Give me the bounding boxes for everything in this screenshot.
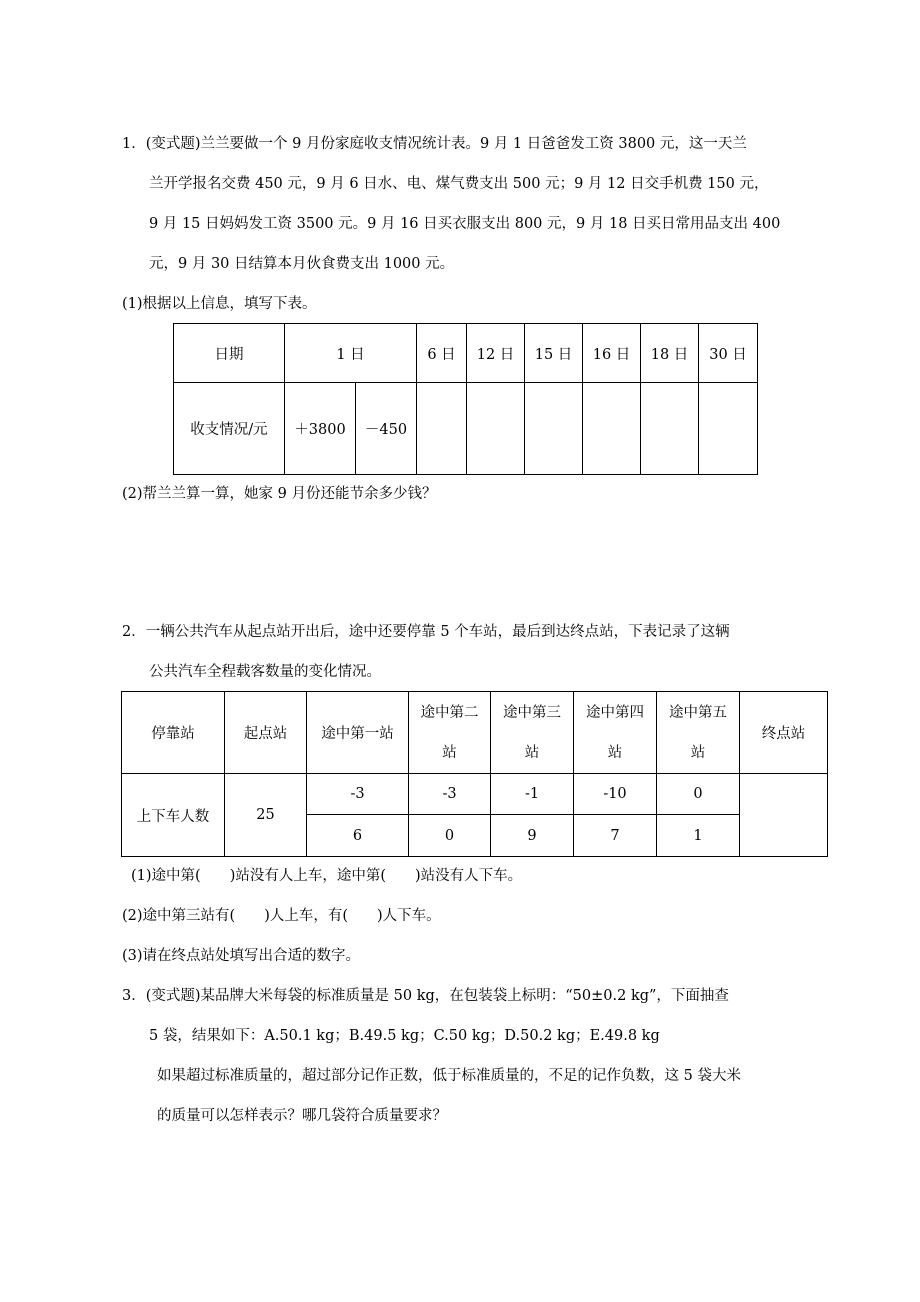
q3-line-2: 5 袋，结果如下：A.50.1 kg；B.49.5 kg；C.50 kg；D.50.2 kg；E.49.8 kg	[149, 1028, 660, 1044]
q3-line-1: 3．(变式题)某品牌大米每袋的标准质量是 50 kg，在包装袋上标明：“50±0.2 kg”，下面抽查	[122, 988, 729, 1004]
second-stop-on: 0	[409, 815, 491, 857]
people-label: 上下车人数	[122, 774, 225, 857]
q1-line-4: 元，9 月 30 日结算本月伙食费支出 1000 元。	[149, 256, 455, 272]
fourth-stop-header: 途中第四 站	[574, 692, 657, 774]
q1-line-2: 兰开学报名交费 450 元，9 月 6 日水、电、煤气费支出 500 元；9 月 12 日交手机费 150 元，	[149, 176, 769, 192]
q2-line-1: 2．一辆公共汽车从起点站开出后，途中还要停靠 5 个车站，最后到达终点站，下表记录了这辆	[122, 624, 730, 640]
day-18-header: 18 日	[641, 324, 699, 383]
q1-part-1: (1)根据以上信息，填写下表。	[122, 296, 317, 312]
day-6-header: 6 日	[417, 324, 467, 383]
start-station-header: 起点站	[225, 692, 307, 774]
stop-header: 停靠站	[122, 692, 225, 774]
q2-part-3: (3)请在终点站处填写出合适的数字。	[122, 948, 361, 964]
fifth-stop-header: 途中第五 站	[657, 692, 740, 774]
date-header: 日期	[174, 324, 285, 383]
day-12-cell[interactable]	[467, 383, 525, 475]
third-stop-off: -1	[491, 774, 574, 815]
q3-line-3: 如果超过标准质量的，超过部分记作正数，低于标准质量的，不足的记作负数，这 5 袋大米	[157, 1068, 741, 1084]
second-stop-off: -3	[409, 774, 491, 815]
day-16-cell[interactable]	[583, 383, 641, 475]
end-station-cell[interactable]	[740, 774, 828, 857]
day-30-cell[interactable]	[699, 383, 758, 475]
day-15-cell[interactable]	[525, 383, 583, 475]
first-stop-header: 途中第一站	[307, 692, 409, 774]
first-stop-off: -3	[307, 774, 409, 815]
day-12-header: 12 日	[467, 324, 525, 383]
fifth-stop-on: 1	[657, 815, 740, 857]
income-expense-label: 收支情况/元	[174, 383, 285, 475]
day-15-header: 15 日	[525, 324, 583, 383]
q1-part-2: (2)帮兰兰算一算，她家 9 月份还能节余多少钱？	[122, 486, 437, 502]
day-6-cell[interactable]	[417, 383, 467, 475]
q2-line-2: 公共汽车全程载客数量的变化情况。	[149, 664, 381, 680]
q1-line-3: 9 月 15 日妈妈发工资 3500 元。9 月 16 日买衣服支出 800 元，9 月 18 日买日常用品支出 400	[149, 216, 781, 232]
q3-line-4: 的质量可以怎样表示？哪几袋符合质量要求？	[157, 1108, 447, 1124]
day-1-income-cell: ＋3800	[285, 383, 356, 475]
fifth-stop-off: 0	[657, 774, 740, 815]
day-30-header: 30 日	[699, 324, 758, 383]
first-stop-on: 6	[307, 815, 409, 857]
third-stop-on: 9	[491, 815, 574, 857]
third-stop-header: 途中第三 站	[491, 692, 574, 774]
second-stop-header: 途中第二 站	[409, 692, 491, 774]
q2-part-2: (2)途中第三站有( )人上车，有( )人下车。	[122, 908, 441, 924]
day-16-header: 16 日	[583, 324, 641, 383]
end-station-header: 终点站	[740, 692, 828, 774]
q2-table	[121, 691, 828, 857]
q1-line-1: 1．(变式题)兰兰要做一个 9 月份家庭收支情况统计表。9 月 1 日爸爸发工资 3800 元，这一天兰	[122, 136, 747, 152]
q2-part-1: (1)途中第( )站没有人上车，途中第( )站没有人下车。	[131, 868, 523, 884]
q1-table	[173, 323, 758, 475]
day-1-expense-cell: －450	[356, 383, 417, 475]
fourth-stop-on: 7	[574, 815, 657, 857]
day-18-cell[interactable]	[641, 383, 699, 475]
start-value: 25	[225, 774, 307, 857]
day-1-header: 1 日	[285, 324, 417, 383]
fourth-stop-off: -10	[574, 774, 657, 815]
